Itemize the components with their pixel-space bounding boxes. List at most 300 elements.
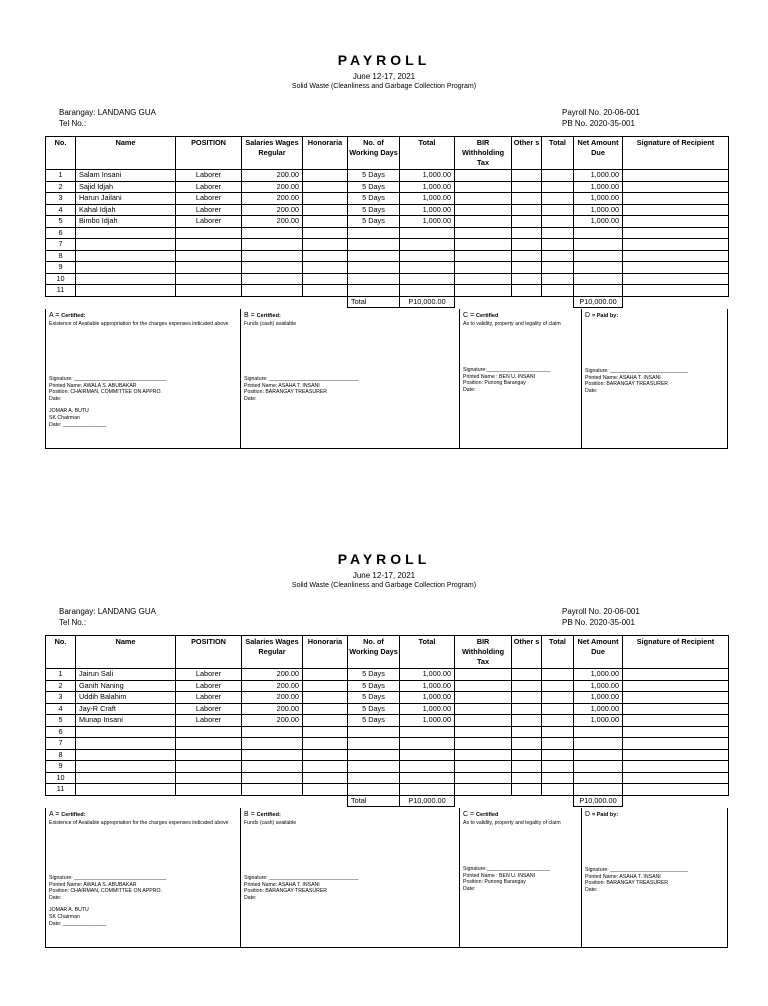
working-days xyxy=(348,273,400,285)
deductions-total-cell xyxy=(542,262,574,274)
working-days xyxy=(348,262,400,274)
column-header: Signature of Recipient xyxy=(623,636,729,669)
working-days: 5 Days xyxy=(348,680,400,692)
honoraria-cell xyxy=(303,239,348,251)
row-number: 9 xyxy=(46,262,76,274)
salary-rate: 200.00 xyxy=(242,181,303,193)
signature-cell xyxy=(623,204,729,216)
cert-d-date: Date: xyxy=(585,886,598,893)
table-row xyxy=(46,738,729,750)
honoraria-cell xyxy=(303,273,348,285)
table-row xyxy=(46,749,729,761)
cert-a-position: Position: CHAIRMAN, COMMITTEE ON APPRO. xyxy=(49,389,162,396)
barangay-info xyxy=(59,107,156,129)
payroll-form xyxy=(0,52,768,452)
cert-a-extra-date: Date: _______________ xyxy=(49,920,107,927)
payroll-table xyxy=(45,635,729,807)
row-total: 1,000.00 xyxy=(400,204,455,216)
recipient-name xyxy=(76,738,176,750)
cert-a-label: Certified: xyxy=(61,812,86,818)
salary-rate: 200.00 xyxy=(242,193,303,205)
cert-a-text: Existence of Available appropriation for the charges expenses indicated above xyxy=(49,321,229,327)
row-number: 8 xyxy=(46,749,76,761)
honoraria-cell xyxy=(303,170,348,182)
cert-c-signature: Signature:______________________ xyxy=(463,866,551,872)
payroll-no: Payroll No. 20-06-001 xyxy=(562,607,640,616)
salary-rate xyxy=(242,239,303,251)
recipient-name: Kahal Idjah xyxy=(76,204,176,216)
honoraria-cell xyxy=(303,772,348,784)
payroll-date: June 12-17, 2021 xyxy=(352,571,416,580)
honoraria-cell xyxy=(303,669,348,681)
row-total: 1,000.00 xyxy=(400,715,455,727)
working-days xyxy=(348,285,400,297)
empty-cell xyxy=(623,296,729,308)
column-header: No. of Working Days xyxy=(348,636,400,669)
honoraria-cell xyxy=(303,285,348,297)
signature-cell xyxy=(623,285,729,297)
tax-cell xyxy=(455,669,512,681)
deductions-total-cell xyxy=(542,692,574,704)
tax-cell xyxy=(455,784,512,796)
recipient-position: Laborer xyxy=(176,193,242,205)
working-days xyxy=(348,726,400,738)
net-amount xyxy=(574,285,623,297)
row-total xyxy=(400,262,455,274)
table-row xyxy=(46,784,729,796)
cert-b-position: Position: BARANGAY TREASURER xyxy=(244,389,328,396)
row-total: 1,000.00 xyxy=(400,193,455,205)
cert-b-date: Date: xyxy=(244,395,257,402)
signature-cell xyxy=(623,239,729,251)
cert-c-name: Printed Name : BEN U. INSANI xyxy=(463,373,536,380)
tax-cell xyxy=(455,680,512,692)
tax-cell xyxy=(455,170,512,182)
honoraria-cell xyxy=(303,726,348,738)
payroll-numbers xyxy=(562,107,640,129)
deductions-total-cell xyxy=(542,669,574,681)
recipient-name: Ganih Naning xyxy=(76,680,176,692)
net-amount xyxy=(574,784,623,796)
totals-row xyxy=(46,296,729,308)
certification-c xyxy=(460,808,582,947)
payroll-title: PAYROLL xyxy=(337,52,431,68)
deductions-total-cell xyxy=(542,715,574,727)
recipient-name xyxy=(76,761,176,773)
signature-cell xyxy=(623,761,729,773)
recipient-position xyxy=(176,726,242,738)
others-cell xyxy=(512,772,542,784)
table-row xyxy=(46,170,729,182)
others-cell xyxy=(512,761,542,773)
cert-a-label: Certified: xyxy=(61,313,86,319)
row-total: 1,000.00 xyxy=(400,216,455,228)
signature-cell xyxy=(623,703,729,715)
salary-rate: 200.00 xyxy=(242,703,303,715)
row-number: 5 xyxy=(46,216,76,228)
recipient-name: Sajid Idjah xyxy=(76,181,176,193)
signature-cell xyxy=(623,784,729,796)
salary-rate xyxy=(242,262,303,274)
recipient-position xyxy=(176,239,242,251)
recipient-position: Laborer xyxy=(176,170,242,182)
net-amount xyxy=(574,262,623,274)
recipient-name: Uddih Balahim xyxy=(76,692,176,704)
column-header: Other s xyxy=(512,137,542,170)
column-header: Other s xyxy=(512,636,542,669)
tax-cell xyxy=(455,216,512,228)
cert-c-letter: C = xyxy=(463,312,475,319)
cert-d-position: Position: BARANGAY TREASURER xyxy=(585,381,669,388)
row-number: 7 xyxy=(46,738,76,750)
row-total: 1,000.00 xyxy=(400,669,455,681)
column-header: Net Amount Due xyxy=(574,137,623,170)
deductions-total-cell xyxy=(542,273,574,285)
honoraria-cell xyxy=(303,181,348,193)
net-amount xyxy=(574,227,623,239)
others-cell xyxy=(512,204,542,216)
certification-section xyxy=(45,309,728,449)
net-amount: 1,000.00 xyxy=(574,181,623,193)
empty-cell xyxy=(46,296,76,308)
others-cell xyxy=(512,273,542,285)
tax-cell xyxy=(455,749,512,761)
recipient-name xyxy=(76,772,176,784)
certification-a xyxy=(46,309,241,448)
signature-cell xyxy=(623,692,729,704)
signature-cell xyxy=(623,726,729,738)
table-header-row xyxy=(46,636,729,669)
payroll-date: June 12-17, 2021 xyxy=(352,72,416,81)
tax-cell xyxy=(455,204,512,216)
payroll-numbers xyxy=(562,606,640,628)
cert-b-signature: Signature: _______________________________ xyxy=(244,875,359,881)
salary-rate: 200.00 xyxy=(242,715,303,727)
net-amount xyxy=(574,273,623,285)
salary-rate xyxy=(242,250,303,262)
column-header: No. of Working Days xyxy=(348,137,400,170)
others-cell xyxy=(512,738,542,750)
others-cell xyxy=(512,250,542,262)
signature-cell xyxy=(623,193,729,205)
pb-no: PB No. 2020-35-001 xyxy=(562,119,635,128)
deductions-total-cell xyxy=(542,784,574,796)
program-name: Solid Waste (Cleanliness and Garbage Collection Program) xyxy=(291,83,477,90)
cert-a-letter: A = xyxy=(49,312,60,319)
net-amount xyxy=(574,239,623,251)
tax-cell xyxy=(455,250,512,262)
program-name: Solid Waste (Cleanliness and Garbage Collection Program) xyxy=(291,582,477,589)
column-header: Total xyxy=(542,636,574,669)
recipient-position xyxy=(176,749,242,761)
working-days: 5 Days xyxy=(348,181,400,193)
empty-cell xyxy=(455,795,512,807)
empty-cell xyxy=(512,296,542,308)
table-row xyxy=(46,216,729,228)
salary-rate: 200.00 xyxy=(242,669,303,681)
cert-b-letter: B = xyxy=(244,312,255,319)
signature-cell xyxy=(623,273,729,285)
working-days xyxy=(348,749,400,761)
row-number: 3 xyxy=(46,692,76,704)
cert-c-position: Position: Punong Barangay xyxy=(463,879,526,886)
table-row xyxy=(46,181,729,193)
cert-c-position: Position: Punong Barangay xyxy=(463,380,526,387)
grand-total: P10,000.00 xyxy=(400,795,455,807)
signature-cell xyxy=(623,749,729,761)
empty-cell xyxy=(242,296,303,308)
signature-cell xyxy=(623,227,729,239)
deductions-total-cell xyxy=(542,239,574,251)
cert-d-name: Printed Name: ASAHA T. INSANI xyxy=(585,873,661,880)
net-amount xyxy=(574,761,623,773)
others-cell xyxy=(512,692,542,704)
cert-b-letter: B = xyxy=(244,811,255,818)
others-cell xyxy=(512,680,542,692)
recipient-name: Harun Jailani xyxy=(76,193,176,205)
deductions-total-cell xyxy=(542,772,574,784)
payroll-no: Payroll No. 20-06-001 xyxy=(562,108,640,117)
deductions-total-cell xyxy=(542,285,574,297)
row-total xyxy=(400,227,455,239)
salary-rate: 200.00 xyxy=(242,680,303,692)
cert-c-date: Date: xyxy=(463,885,476,892)
table-row xyxy=(46,726,729,738)
column-header: BIR Withholding Tax xyxy=(455,636,512,669)
payroll-table xyxy=(45,136,729,308)
net-amount xyxy=(574,250,623,262)
salary-rate: 200.00 xyxy=(242,692,303,704)
row-number: 11 xyxy=(46,784,76,796)
payroll-form xyxy=(0,551,768,951)
others-cell xyxy=(512,703,542,715)
table-header-row xyxy=(46,137,729,170)
working-days xyxy=(348,772,400,784)
certification-b xyxy=(241,808,460,947)
total-label: Total xyxy=(348,795,400,807)
row-number: 9 xyxy=(46,761,76,773)
empty-cell xyxy=(623,795,729,807)
recipient-position: Laborer xyxy=(176,692,242,704)
others-cell xyxy=(512,715,542,727)
working-days: 5 Days xyxy=(348,170,400,182)
cert-d-letter: D xyxy=(585,811,591,818)
table-row xyxy=(46,772,729,784)
column-header: Signature of Recipient xyxy=(623,137,729,170)
cert-b-label: Certified: xyxy=(256,812,281,818)
honoraria-cell xyxy=(303,250,348,262)
others-cell xyxy=(512,239,542,251)
signature-cell xyxy=(623,181,729,193)
cert-a-extra-position: SK Chairman xyxy=(49,414,80,421)
table-row xyxy=(46,239,729,251)
recipient-name xyxy=(76,227,176,239)
recipient-position xyxy=(176,285,242,297)
cert-b-name: Printed Name: ASAHA T. INSANI xyxy=(244,382,320,389)
salary-rate xyxy=(242,772,303,784)
table-row xyxy=(46,715,729,727)
recipient-name xyxy=(76,250,176,262)
others-cell xyxy=(512,726,542,738)
recipient-position xyxy=(176,227,242,239)
payroll-title: PAYROLL xyxy=(337,551,431,567)
cert-b-text: Funds (cash) available xyxy=(244,321,297,327)
row-number: 4 xyxy=(46,204,76,216)
recipient-position xyxy=(176,250,242,262)
others-cell xyxy=(512,285,542,297)
others-cell xyxy=(512,170,542,182)
cert-b-position: Position: BARANGAY TREASURER xyxy=(244,888,328,895)
table-row xyxy=(46,227,729,239)
empty-cell xyxy=(542,296,574,308)
recipient-name xyxy=(76,239,176,251)
tax-cell xyxy=(455,726,512,738)
barangay-name: Barangay: LANDANG GUA xyxy=(59,108,156,117)
cert-d-signature: Signature: ___________________________ xyxy=(585,368,688,374)
deductions-total-cell xyxy=(542,761,574,773)
tax-cell xyxy=(455,273,512,285)
empty-cell xyxy=(76,296,176,308)
cert-c-signature: Signature:______________________ xyxy=(463,367,551,373)
working-days: 5 Days xyxy=(348,193,400,205)
recipient-name: Jay-R Craft xyxy=(76,703,176,715)
table-row xyxy=(46,262,729,274)
table-row xyxy=(46,250,729,262)
certification-d xyxy=(582,309,729,448)
recipient-position: Laborer xyxy=(176,680,242,692)
tax-cell xyxy=(455,703,512,715)
barangay-info xyxy=(59,606,156,628)
empty-cell xyxy=(76,795,176,807)
row-number: 1 xyxy=(46,669,76,681)
tel-no: Tel No.: xyxy=(59,119,87,128)
recipient-position xyxy=(176,761,242,773)
row-number: 1 xyxy=(46,170,76,182)
deductions-total-cell xyxy=(542,703,574,715)
honoraria-cell xyxy=(303,738,348,750)
net-total: P10,000.00 xyxy=(574,296,623,308)
tax-cell xyxy=(455,239,512,251)
column-header: No. xyxy=(46,636,76,669)
working-days xyxy=(348,227,400,239)
deductions-total-cell xyxy=(542,680,574,692)
tax-cell xyxy=(455,262,512,274)
net-amount: 1,000.00 xyxy=(574,204,623,216)
column-header: POSITION xyxy=(176,636,242,669)
column-header: Name xyxy=(76,137,176,170)
recipient-position: Laborer xyxy=(176,204,242,216)
salary-rate xyxy=(242,726,303,738)
row-number: 2 xyxy=(46,680,76,692)
deductions-total-cell xyxy=(542,738,574,750)
row-total xyxy=(400,285,455,297)
column-header: Honoraria xyxy=(303,137,348,170)
row-number: 6 xyxy=(46,227,76,239)
row-number: 7 xyxy=(46,239,76,251)
cert-a-letter: A = xyxy=(49,811,60,818)
row-number: 5 xyxy=(46,715,76,727)
table-row xyxy=(46,669,729,681)
column-header: Total xyxy=(400,636,455,669)
salary-rate xyxy=(242,285,303,297)
recipient-name: Munap Insani xyxy=(76,715,176,727)
net-amount: 1,000.00 xyxy=(574,170,623,182)
signature-cell xyxy=(623,715,729,727)
cert-a-extra-name: JOMAR A. BUTU xyxy=(49,907,89,914)
total-label: Total xyxy=(348,296,400,308)
working-days: 5 Days xyxy=(348,204,400,216)
table-row xyxy=(46,204,729,216)
totals-row xyxy=(46,795,729,807)
working-days xyxy=(348,250,400,262)
recipient-name xyxy=(76,285,176,297)
row-number: 4 xyxy=(46,703,76,715)
deductions-total-cell xyxy=(542,216,574,228)
honoraria-cell xyxy=(303,703,348,715)
tel-no: Tel No.: xyxy=(59,618,87,627)
tax-cell xyxy=(455,772,512,784)
cert-c-label: Certified xyxy=(476,313,499,319)
row-total xyxy=(400,250,455,262)
table-row xyxy=(46,285,729,297)
deductions-total-cell xyxy=(542,170,574,182)
cert-d-label: = Paid by: xyxy=(592,812,619,818)
row-total xyxy=(400,761,455,773)
cert-c-letter: C = xyxy=(463,811,475,818)
recipient-name: Bimbo Idjah xyxy=(76,216,176,228)
cert-d-name: Printed Name: ASAHA T. INSANI xyxy=(585,374,661,381)
cert-c-text: As to validity, property and legality of claim xyxy=(463,820,561,826)
recipient-name: Jairun Sali xyxy=(76,669,176,681)
cert-c-label: Certified xyxy=(476,812,499,818)
salary-rate xyxy=(242,784,303,796)
tax-cell xyxy=(455,715,512,727)
empty-cell xyxy=(303,296,348,308)
certification-a xyxy=(46,808,241,947)
row-number: 2 xyxy=(46,181,76,193)
cert-a-extra-position: SK Chairman xyxy=(49,913,80,920)
net-amount: 1,000.00 xyxy=(574,680,623,692)
net-amount: 1,000.00 xyxy=(574,692,623,704)
row-number: 10 xyxy=(46,772,76,784)
deductions-total-cell xyxy=(542,227,574,239)
signature-cell xyxy=(623,669,729,681)
tax-cell xyxy=(455,227,512,239)
cert-d-label: = Paid by: xyxy=(592,313,619,319)
recipient-name xyxy=(76,273,176,285)
deductions-total-cell xyxy=(542,749,574,761)
tax-cell xyxy=(455,285,512,297)
row-total: 1,000.00 xyxy=(400,680,455,692)
column-header: Salaries Wages Regular xyxy=(242,137,303,170)
others-cell xyxy=(512,262,542,274)
deductions-total-cell xyxy=(542,726,574,738)
cert-a-text: Existence of Available appropriation for the charges expenses indicated above xyxy=(49,820,229,826)
cert-b-label: Certified: xyxy=(256,313,281,319)
working-days: 5 Days xyxy=(348,715,400,727)
empty-cell xyxy=(455,296,512,308)
row-total xyxy=(400,772,455,784)
column-header: Honoraria xyxy=(303,636,348,669)
row-total: 1,000.00 xyxy=(400,692,455,704)
tax-cell xyxy=(455,761,512,773)
honoraria-cell xyxy=(303,749,348,761)
signature-cell xyxy=(623,216,729,228)
net-amount: 1,000.00 xyxy=(574,669,623,681)
others-cell xyxy=(512,749,542,761)
recipient-name xyxy=(76,726,176,738)
cert-a-name: Printed Name: AWALA S. ABUBAKAR xyxy=(49,881,137,888)
